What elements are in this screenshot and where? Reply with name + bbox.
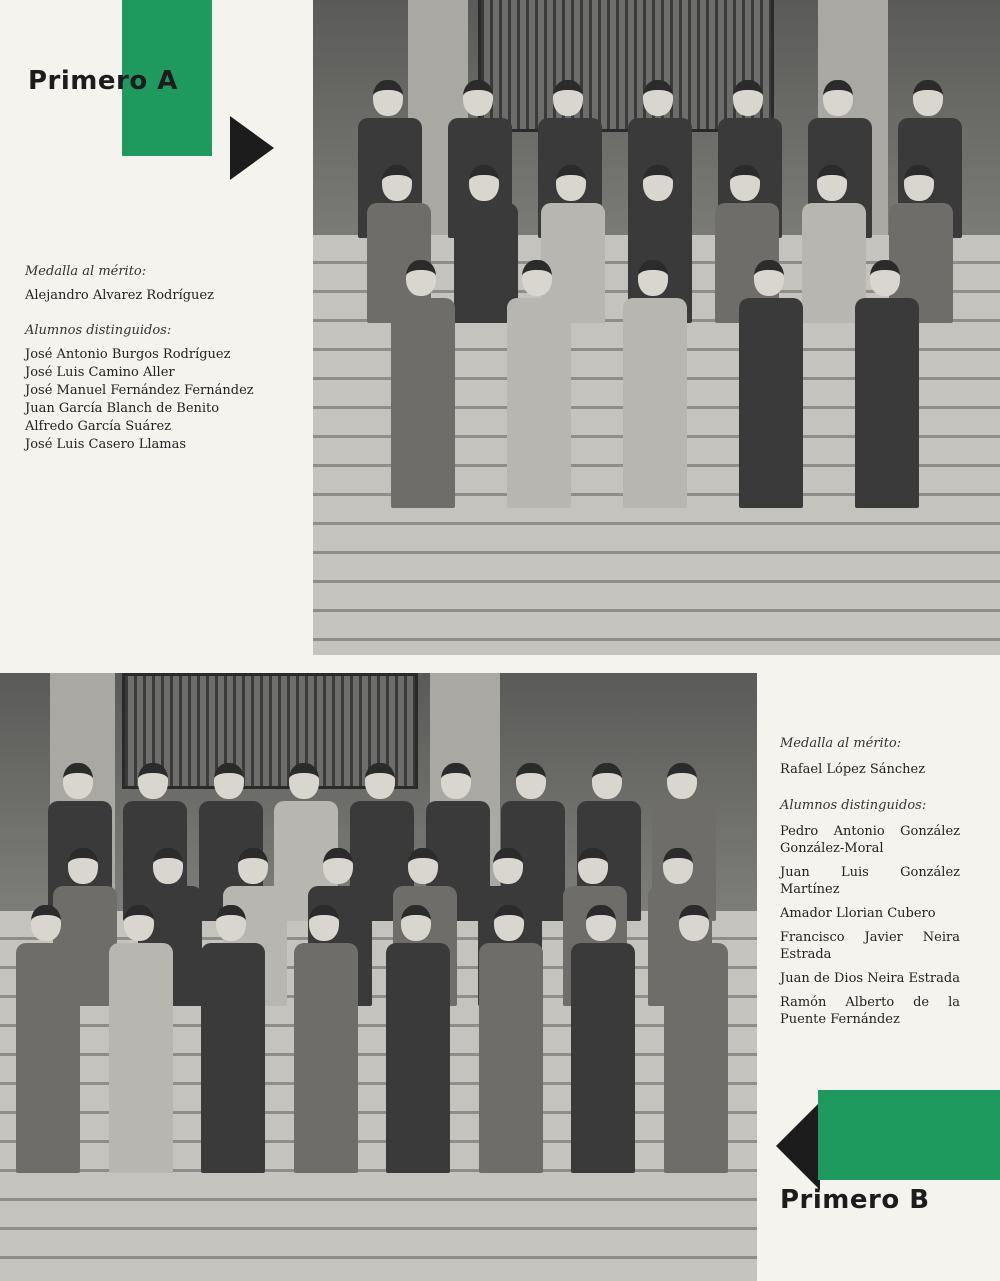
class-photo-primero-b — [0, 673, 757, 1281]
info-primero-a — [25, 264, 285, 456]
student-figure — [479, 905, 539, 1173]
student-figure — [855, 260, 915, 508]
student-row-front — [363, 260, 943, 508]
student-figure — [571, 905, 631, 1173]
student-figure — [391, 260, 451, 508]
medal-label: Medalla al mérito: — [25, 264, 147, 279]
student-figure — [739, 260, 799, 508]
distinguished-label: Alumnos distinguidos: — [780, 798, 927, 813]
student-figure — [16, 905, 76, 1173]
distinguished-student: Juan Luis González Martínez — [780, 865, 960, 897]
student-figure — [664, 905, 724, 1173]
student-figure — [623, 260, 683, 508]
distinguished-student: José Antonio Burgos Rodríguez — [25, 347, 231, 362]
distinguished-student: Juan García Blanch de Benito — [25, 401, 220, 416]
student-figure — [294, 905, 354, 1173]
arrow-right-icon — [230, 116, 274, 180]
medal-label: Medalla al mérito: — [780, 736, 902, 751]
class-title-primero-a: Primero A — [28, 66, 178, 96]
class-title-primero-b: Primero B — [780, 1185, 930, 1215]
student-figure — [201, 905, 261, 1173]
class-photo-primero-a — [313, 0, 1000, 655]
distinguished-student: Amador Llorian Cubero — [780, 906, 936, 921]
medal-recipient: Rafael López Sánchez — [780, 762, 926, 777]
distinguished-student: José Luis Casero Llamas — [25, 437, 187, 452]
student-figure — [109, 905, 169, 1173]
distinguished-label: Alumnos distinguidos: — [25, 323, 172, 338]
distinguished-student: Pedro Antonio González González-Moral — [780, 824, 960, 856]
student-row-front — [0, 905, 740, 1173]
distinguished-student: Juan de Dios Neira Estrada — [780, 971, 960, 986]
distinguished-student: Alfredo García Suárez — [25, 419, 172, 434]
green-accent-block-b — [818, 1090, 1000, 1180]
medal-recipient: Alejandro Alvarez Rodríguez — [25, 288, 214, 303]
distinguished-student: Francisco Javier Neira Estrada — [780, 930, 960, 962]
distinguished-student: José Luis Camino Aller — [25, 365, 175, 380]
arrow-left-icon — [776, 1102, 820, 1190]
student-figure — [386, 905, 446, 1173]
student-figure — [507, 260, 567, 508]
distinguished-student: Ramón Alberto de la Puente Fernández — [780, 995, 960, 1027]
distinguished-student: José Manuel Fernández Fernández — [25, 383, 254, 398]
info-primero-b — [780, 736, 960, 1035]
